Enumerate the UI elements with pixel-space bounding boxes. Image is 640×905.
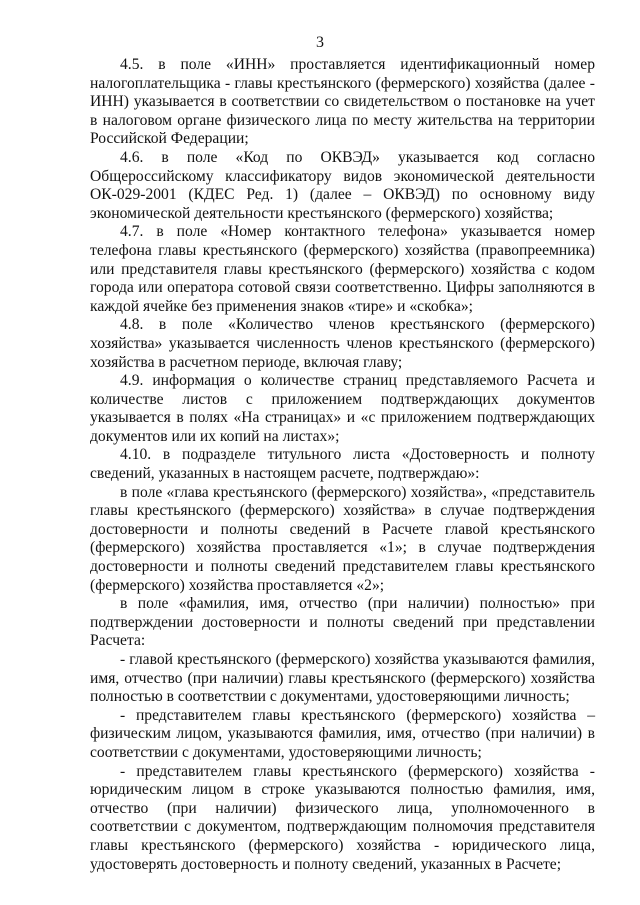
page-number: 3	[316, 34, 324, 51]
paragraph-full-name-field: в поле «фамилия, имя, отчество (при наличии) полностью» при подтверждении достоверности и полноты сведений при представлении Расчета:	[90, 595, 595, 650]
paragraph-signatory-type: в поле «глава крестьянского (фермерского) хозяйства», «представитель главы крестьянского (фермерского) хозяйства» в случае подтверждения достоверности и полноты сведений в Расчете главой крестьянского (фермерского) хозяйства проставляется «1»; в случае подтверждения достоверности и полноты сведений представителем главы крестьянского (фермерского) хозяйства проставляется «2»;	[90, 483, 595, 594]
document-body	[90, 56, 595, 874]
list-item-head-of-farm: - главой крестьянского (фермерского) хозяйства указываются фамилия, имя, отчество (при наличии) главы крестьянского (фермерского) хозяйства полностью в соответствии с документами, удостоверяющими личность;	[90, 651, 595, 706]
paragraph-4-7: 4.7. в поле «Номер контактного телефона» указывается номер телефона главы крестьянского (фермерского) хозяйства (правопреемника) или представителя главы крестьянского (фермерского) хозяйства с кодом города или оператора сотовой связи соответственно. Цифры заполняются в каждой ячейке без применения знаков «тире» и «скобка»;	[90, 223, 595, 315]
paragraph-4-5: 4.5. в поле «ИНН» проставляется идентификационный номер налогоплательщика - главы крестьянского (фермерского) хозяйства (далее - ИНН) указывается в соответствии со свидетельством о постановке на учет в налоговом органе физического лица по месту жительства на территории Российской Федерации;	[90, 56, 595, 148]
paragraph-4-6: 4.6. в поле «Код по ОКВЭД» указывается код согласно Общероссийскому классификатору видов экономической деятельности ОК-029-2001 (КДЕС Ред. 1) (далее – ОКВЭД) по основному виду экономической деятельности крестьянского (фермерского) хозяйства;	[90, 148, 595, 222]
paragraph-4-9: 4.9. информация о количестве страниц представляемого Расчета и количестве листов с приложением подтверждающих документов указывается в полях «На страницах» и «с приложением подтверждающих документов или их копий на листах»;	[90, 372, 595, 445]
list-item-legal-entity-representative: - представителем главы крестьянского (фермерского) хозяйства - юридическим лицом в строке указываются полностью фамилия, имя, отчество (при наличии) физического лица, уполномоченного в соответствии с документом, подтверждающим полномочия представителя главы крестьянского (фермерского) хозяйства - юридического лица, удостоверять достоверность и полноту сведений, указанных в Расчете;	[90, 762, 595, 873]
paragraph-4-8: 4.8. в поле «Количество членов крестьянского (фермерского) хозяйства» указывается численность членов крестьянского (фермерского) хозяйства в расчетном периоде, включая главу;	[90, 316, 595, 371]
paragraph-4-10: 4.10. в подразделе титульного листа «Достоверность и полноту сведений, указанных в настоящем расчете, подтверждаю»:	[90, 446, 595, 483]
list-item-individual-representative: - представителем главы крестьянского (фермерского) хозяйства – физическим лицом, указываются фамилия, имя, отчество (при наличии) в соответствии с документами, удостоверяющими личность;	[90, 706, 595, 761]
